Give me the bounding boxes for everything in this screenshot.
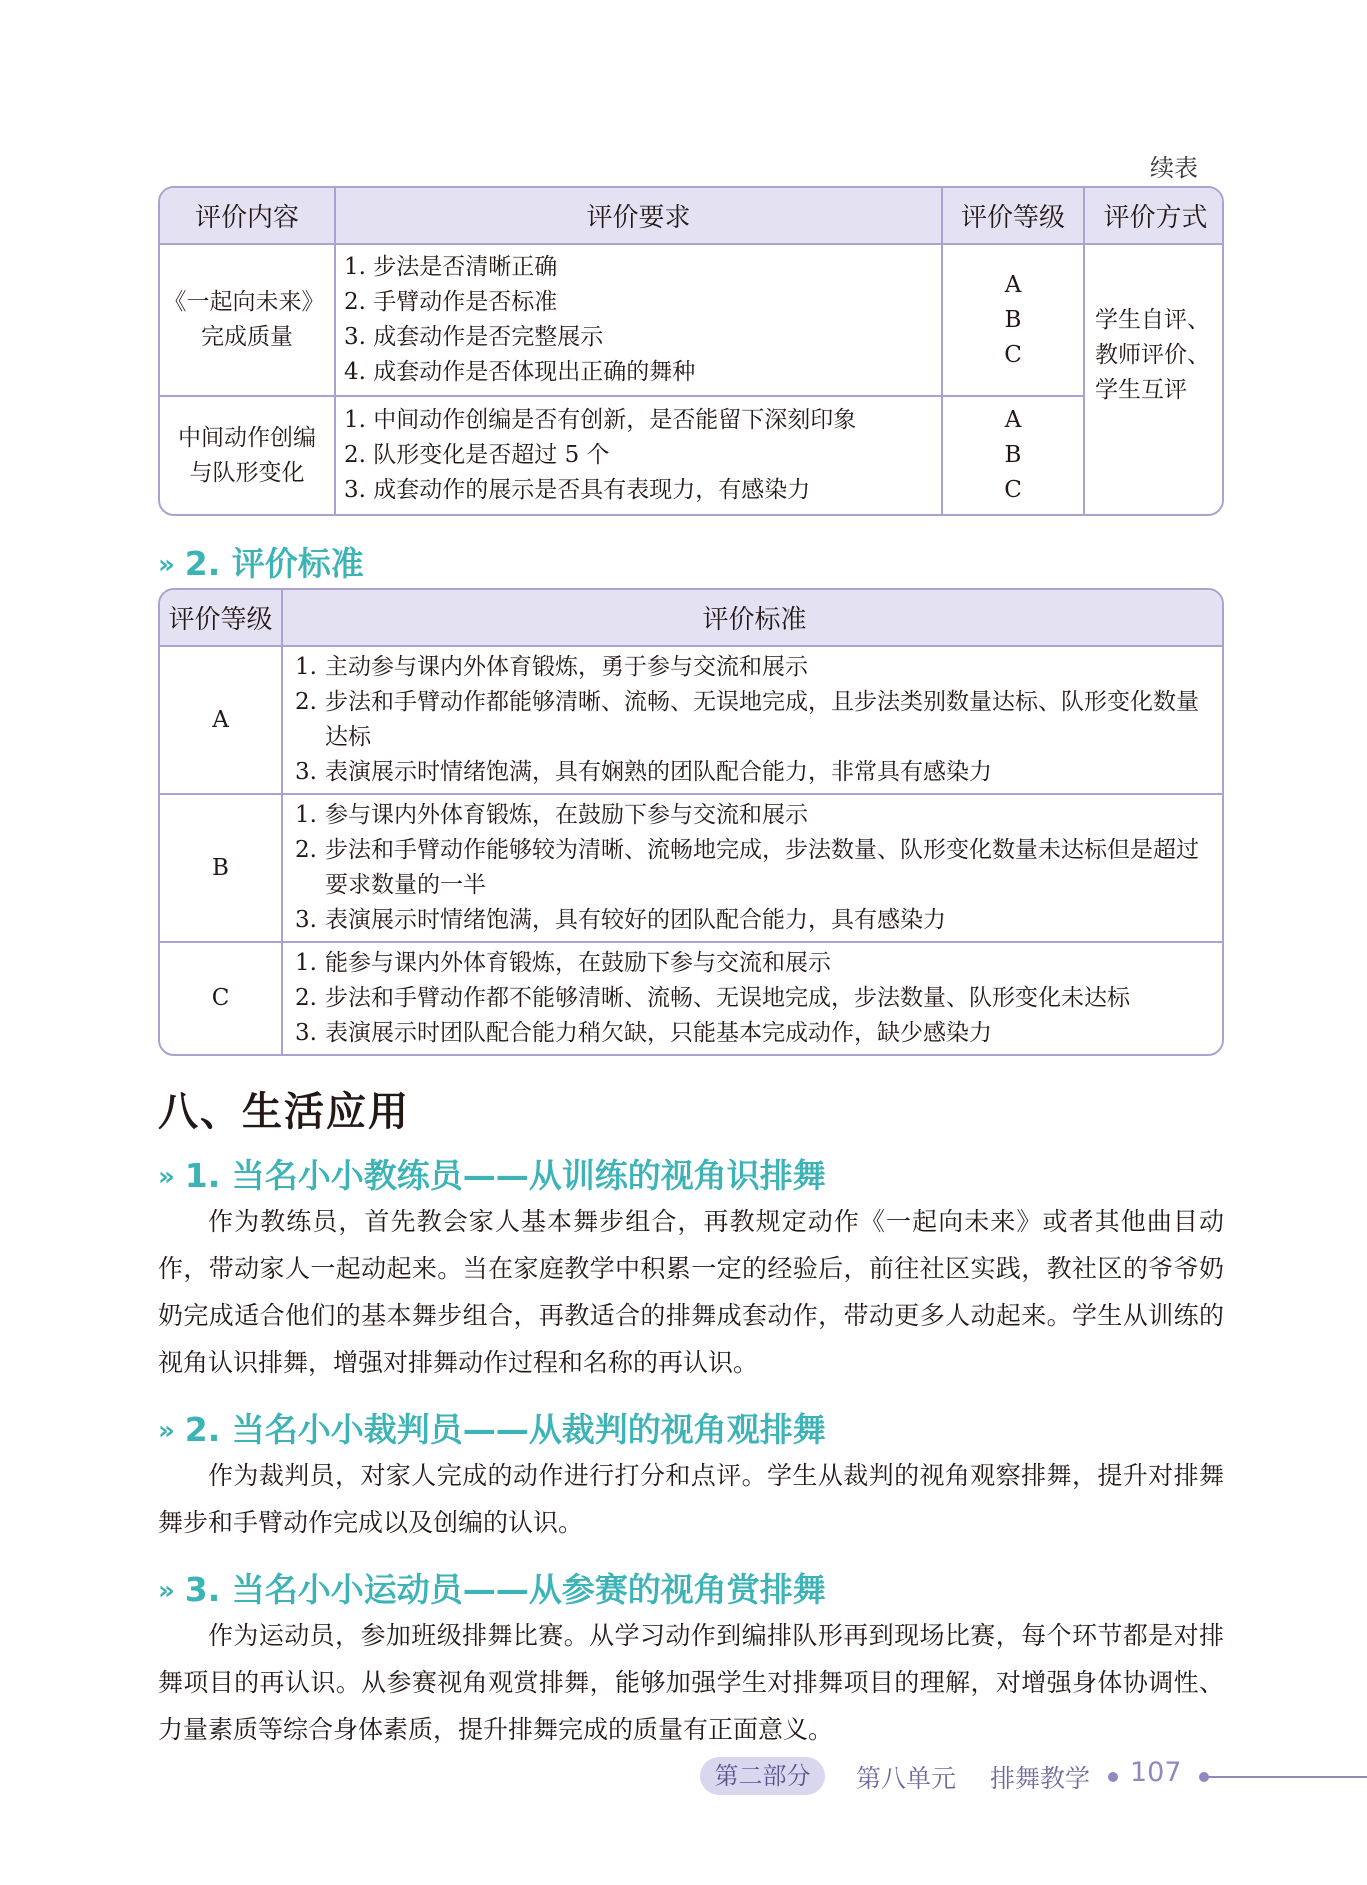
- topic-label: 排舞教学: [990, 1764, 1091, 1793]
- standard-list: [282, 942, 1224, 1054]
- life-section-body: 作为运动员，参加班级排舞比赛。从学习动作到编排队形再到现场比赛，每个环节都是对排舞项目的再认识。从参赛视角观赏排舞，能够加强学生对排舞项目的理解，对增强身体协调性、力量素质等综合身体素质，提升排舞完成的质量有正面意义。: [158, 1621, 1224, 1744]
- header-eval-requirements: 评价要求: [335, 188, 942, 244]
- life-section-body: 作为裁判员，对家人完成的动作进行打分和点评。学生从裁判的视角观察排舞，提升对排舞舞步和手臂动作完成以及创编的认识。: [158, 1461, 1224, 1537]
- requirement-item: 4. 成套动作是否体现出正确的舞种: [344, 359, 696, 385]
- requirement-item: 1. 中间动作创编是否有创新，是否能留下深刻印象: [344, 407, 857, 433]
- requirement-item: 3. 成套动作是否完整展示: [344, 324, 604, 350]
- requirement-item: 2. 手臂动作是否标准: [344, 289, 558, 315]
- requirements-cell: [335, 244, 942, 396]
- evaluation-table: [158, 186, 1224, 516]
- part-badge: 第二部分: [700, 1757, 825, 1795]
- standard-item: 2. 步法和手臂动作能够较为清晰、流畅地完成，步法数量、队形变化数量未达标但是超过要求数量的一半: [295, 837, 1199, 898]
- header-eval-grade: 评价等级: [942, 188, 1084, 244]
- life-section-heading: » 1. 当名小小教练员——从训练的视角识排舞: [158, 1156, 826, 1195]
- requirements-cell: [335, 396, 942, 514]
- chevron-icon: »: [158, 550, 175, 580]
- header-eval-method: 评价方式: [1084, 188, 1224, 244]
- standard-item: 1. 能参与课内外体育锻炼，在鼓励下参与交流和展示: [295, 950, 831, 976]
- grade-cell: A B C: [942, 396, 1084, 514]
- unit-label: 第八单元: [856, 1764, 957, 1793]
- standard-item: 3. 表演展示时团队配合能力稍欠缺，只能基本完成动作，缺少感染力: [295, 1020, 992, 1046]
- standard-item: 1. 参与课内外体育锻炼，在鼓励下参与交流和展示: [295, 802, 808, 828]
- life-section-heading: » 2. 当名小小裁判员——从裁判的视角观排舞: [158, 1410, 826, 1449]
- requirement-item: 1. 步法是否清晰正确: [344, 254, 558, 280]
- standard-list: [282, 646, 1224, 794]
- grade-cell: C: [160, 942, 282, 1054]
- grade-cell: B: [160, 794, 282, 942]
- chevron-icon: »: [158, 1162, 175, 1192]
- section-heading: » 2. 评价标准: [158, 544, 364, 583]
- life-section-body: 作为教练员，首先教会家人基本舞步组合，再教规定动作《一起向未来》或者其他曲目动作，带动家人一起动起来。当在家庭教学中积累一定的经验后，前往社区实践，教社区的爷爷奶奶完成适合他们的基本舞步组合，再教适合的排舞成套动作，带动更多人动起来。学生从训练的视角认识排舞，增强对排舞动作过程和名称的再认识。: [158, 1207, 1224, 1377]
- standard-list: [282, 794, 1224, 942]
- standard-item: 2. 步法和手臂动作都不能够清晰、流畅、无误地完成，步法数量、队形变化未达标: [295, 985, 1130, 1011]
- grade-cell: A: [160, 646, 282, 794]
- method-cell: 学生自评、 教师评价、 学生互评: [1095, 307, 1210, 403]
- standard-item: 3. 表演展示时情绪饱满，具有娴熟的团队配合能力，非常具有感染力: [295, 759, 992, 785]
- requirement-item: 2. 队形变化是否超过 5 个: [344, 442, 610, 468]
- continued-label: 续表: [1150, 154, 1198, 182]
- standard-item: 1. 主动参与课内外体育锻炼，勇于参与交流和展示: [295, 654, 808, 680]
- standard-table: [158, 588, 1224, 1056]
- header-standard: 评价标准: [282, 590, 1224, 646]
- standard-item: 3. 表演展示时情绪饱满，具有较好的团队配合能力，具有感染力: [295, 907, 946, 933]
- content-cell: 《一起向未来》 完成质量: [160, 244, 335, 396]
- footer-rule: [1205, 1776, 1367, 1778]
- requirement-item: 3. 成套动作的展示是否具有表现力，有感染力: [344, 477, 811, 503]
- chevron-icon: »: [158, 1576, 175, 1606]
- grade-cell: A B C: [942, 244, 1084, 396]
- life-section-heading: » 3. 当名小小运动员——从参赛的视角赏排舞: [158, 1570, 826, 1609]
- standard-item: 2. 步法和手臂动作都能够清晰、流畅、无误地完成，且步法类别数量达标、队形变化数量达标: [295, 689, 1199, 750]
- bullet-dot-icon: [1108, 1772, 1118, 1782]
- page-number: 107: [1130, 1757, 1182, 1788]
- chapter-title: 八、生活应用: [158, 1088, 410, 1135]
- page-footer: [700, 1755, 1367, 1799]
- header-eval-content: 评价内容: [160, 188, 335, 244]
- chevron-icon: »: [158, 1416, 175, 1446]
- header-grade: 评价等级: [160, 590, 282, 646]
- content-cell: 中间动作创编 与队形变化: [160, 396, 335, 514]
